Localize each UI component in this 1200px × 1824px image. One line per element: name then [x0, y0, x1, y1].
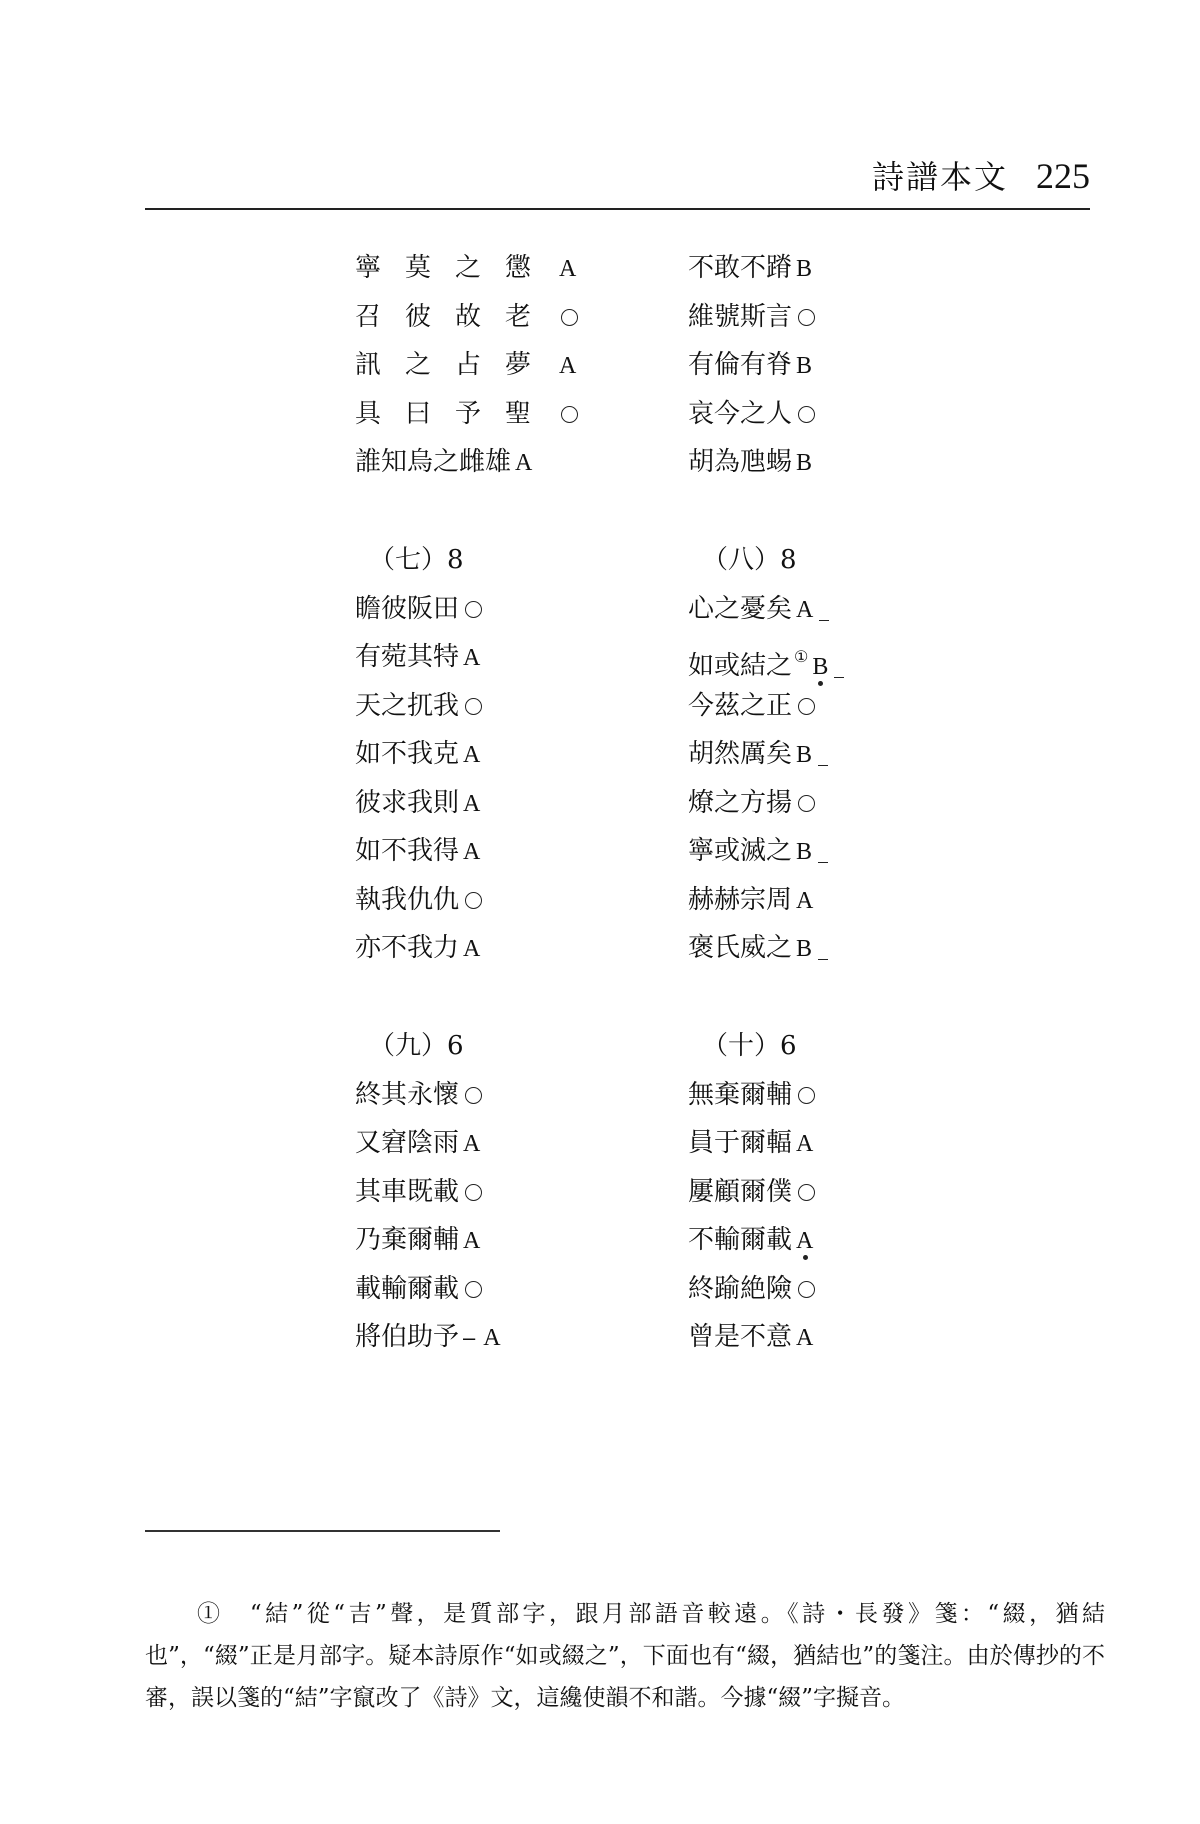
running-title: 詩譜本文 — [871, 158, 1008, 196]
verse-text: 哀今之人 — [688, 398, 793, 429]
block1-right-column — [688, 244, 1018, 487]
rhyme-mark: A — [559, 256, 577, 282]
stanza-7 — [355, 536, 685, 973]
tail-mark — [818, 862, 828, 863]
verse-text: 維號斯言 — [688, 301, 793, 332]
verse-line — [355, 438, 685, 487]
rhyme-mark: A — [463, 645, 481, 671]
page-header — [872, 152, 1090, 204]
verse-line — [688, 633, 1018, 682]
verse-text: 誰知烏之雌雄 — [355, 447, 512, 477]
verse-line — [355, 779, 685, 828]
stanza-8 — [688, 536, 1018, 973]
rhyme-mark: A — [796, 1131, 814, 1157]
stanza-9 — [355, 1022, 685, 1362]
rhyme-mark: A — [796, 887, 814, 914]
verse-text: 寧莫之懲 — [355, 253, 556, 283]
verse-text: 員于爾輻 — [688, 1128, 793, 1158]
verse-text: 彼求我則 — [355, 787, 460, 818]
verse-text: 今茲之正 — [688, 690, 793, 721]
circle-rhyme-mark — [561, 309, 578, 326]
verse-text: 燎之方揚 — [688, 787, 793, 818]
header-rule — [145, 208, 1090, 210]
verse-text: 終其永懷 — [355, 1079, 460, 1110]
verse-text: 無棄爾輔 — [688, 1079, 793, 1110]
verse-text: 具曰予聖 — [355, 398, 556, 429]
verse-text: 終踰絶險 — [688, 1273, 793, 1304]
verse-line — [355, 1119, 685, 1168]
rhyme-mark: A — [515, 450, 533, 476]
verse-line — [355, 876, 685, 925]
dash-mark: – — [463, 1325, 476, 1350]
verse-line — [355, 730, 685, 779]
rhyme-mark: A — [463, 1131, 481, 1157]
verse-line — [355, 1168, 685, 1217]
footnote-ref: ① — [794, 647, 809, 666]
rhyme-mark: A — [483, 1325, 501, 1351]
verse-text: 載輸爾載 — [355, 1273, 460, 1304]
circle-rhyme-mark — [465, 1281, 482, 1298]
rhyme-mark: B — [796, 450, 813, 476]
rhyme-mark: B — [796, 839, 813, 865]
stanza-title: （八）8 — [702, 545, 797, 575]
verse-line — [355, 244, 685, 293]
rhyme-mark: B — [796, 742, 813, 768]
verse-line — [688, 730, 1018, 779]
verse-line — [688, 244, 1018, 293]
verse-text: 赫赫宗周 — [688, 884, 793, 915]
verse-text: 將伯助予 — [355, 1322, 460, 1352]
verse-text: 如不我得 — [355, 836, 460, 866]
verse-line — [355, 341, 685, 390]
rhyme-mark: A — [559, 353, 577, 379]
verse-line — [355, 293, 685, 342]
verse-text: 寧或滅之 — [688, 836, 793, 866]
verse-text: 乃棄爾輔 — [355, 1225, 460, 1255]
verse-line — [355, 585, 685, 634]
rhyme-mark: A — [796, 1228, 814, 1254]
verse-text: 天之扤我 — [355, 690, 460, 721]
verse-line — [355, 1265, 685, 1314]
verse-line — [355, 1313, 685, 1362]
stanza-title: （九）6 — [369, 1031, 464, 1061]
verse-text: 瞻彼阪田 — [355, 593, 460, 624]
circle-rhyme-mark — [465, 892, 482, 909]
verse-text: 如或結之 — [688, 651, 793, 681]
verse-line — [688, 585, 1018, 634]
tail-mark — [819, 620, 829, 621]
verse-line — [688, 876, 1018, 925]
rhyme-mark: B — [796, 936, 813, 962]
stanza-title: （七）8 — [369, 545, 464, 575]
rhyme-mark: A — [463, 839, 481, 865]
verse-line — [355, 633, 685, 682]
circle-rhyme-mark — [798, 406, 815, 423]
footnote-rule — [145, 1530, 500, 1532]
verse-text: 又窘陰雨 — [355, 1128, 460, 1158]
block1-left-column — [355, 244, 685, 487]
verse-text: 曾是不意 — [688, 1322, 793, 1352]
verse-text: 如不我克 — [355, 739, 460, 769]
circle-rhyme-mark — [798, 795, 815, 812]
verse-text: 胡為虺蜴 — [688, 447, 793, 477]
verse-line — [355, 1216, 685, 1265]
verse-text: 執我仇仇 — [355, 884, 460, 915]
circle-rhyme-mark — [465, 601, 482, 618]
verse-text: 有倫有脊 — [688, 350, 793, 380]
verse-line — [688, 924, 1018, 973]
page-number: 225 — [1036, 156, 1090, 196]
verse-line — [688, 341, 1018, 390]
verse-text: 褒氏威之 — [688, 933, 793, 963]
verse-line — [688, 1168, 1018, 1217]
tail-mark — [834, 677, 844, 678]
verse-text: 不輸爾載 — [688, 1225, 793, 1255]
verse-line — [688, 293, 1018, 342]
verse-line — [688, 827, 1018, 876]
verse-line — [355, 924, 685, 973]
verse-text: 屢顧爾僕 — [688, 1176, 793, 1207]
verse-text: 不敢不蹐 — [688, 253, 793, 283]
circle-rhyme-mark — [561, 406, 578, 423]
verse-line — [355, 390, 685, 439]
verse-line — [688, 1071, 1018, 1120]
rhyme-mark: B — [796, 353, 813, 379]
circle-rhyme-mark — [798, 1184, 815, 1201]
verse-text: 心之憂矣 — [688, 593, 793, 624]
verse-line — [688, 682, 1018, 731]
circle-rhyme-mark — [465, 1184, 482, 1201]
verse-text: 召彼故老 — [355, 301, 556, 332]
tail-mark — [818, 959, 828, 960]
verse-line — [688, 438, 1018, 487]
stanza-lines — [355, 585, 685, 973]
verse-text: 胡然厲矣 — [688, 739, 793, 769]
verse-text: 訊之占夢 — [355, 350, 556, 380]
verse-line — [355, 682, 685, 731]
footnote: ① “結”從“吉”聲，是質部字，跟月部語音較遠。《詩・長發》箋：“綴，猶結也”，“綴”正是月部字。疑本詩原作“如或綴之”，下面也有“綴，猶結也”的箋注。由於傳抄的不審，誤以箋的“結”字竄改了《詩》文，這纔使韻不和諧。今據“綴”字擬音。 — [145, 1601, 1105, 1711]
verse-line — [688, 779, 1018, 828]
circle-rhyme-mark — [798, 309, 815, 326]
stanza-10 — [688, 1022, 1018, 1362]
rhyme-mark: A — [796, 596, 814, 623]
circle-rhyme-mark — [465, 698, 482, 715]
circle-rhyme-mark — [798, 698, 815, 715]
tail-mark — [818, 765, 828, 766]
rhyme-mark: A — [796, 1325, 814, 1351]
stanza-title: （十）6 — [702, 1031, 797, 1061]
verse-text: 亦不我力 — [355, 933, 460, 963]
verse-line — [688, 1119, 1018, 1168]
rhyme-mark: A — [463, 1228, 481, 1254]
verse-text: 有菀其特 — [355, 642, 460, 672]
stanza-lines — [688, 1071, 1018, 1362]
verse-line — [355, 827, 685, 876]
verse-text: 其車既載 — [355, 1176, 460, 1207]
verse-line — [688, 1313, 1018, 1362]
rhyme-mark: A — [463, 936, 481, 962]
circle-rhyme-mark — [465, 1087, 482, 1104]
circle-rhyme-mark — [798, 1281, 815, 1298]
stanza-lines — [688, 585, 1018, 973]
rhyme-mark: A — [463, 742, 481, 768]
verse-line — [355, 1071, 685, 1120]
verse-line — [688, 1216, 1018, 1265]
circle-rhyme-mark — [798, 1087, 815, 1104]
stanza-lines — [355, 1071, 685, 1362]
rhyme-mark: A — [463, 790, 481, 817]
rhyme-mark: B — [796, 256, 813, 282]
verse-line — [688, 390, 1018, 439]
verse-line — [688, 1265, 1018, 1314]
rhyme-mark: B — [812, 654, 829, 680]
